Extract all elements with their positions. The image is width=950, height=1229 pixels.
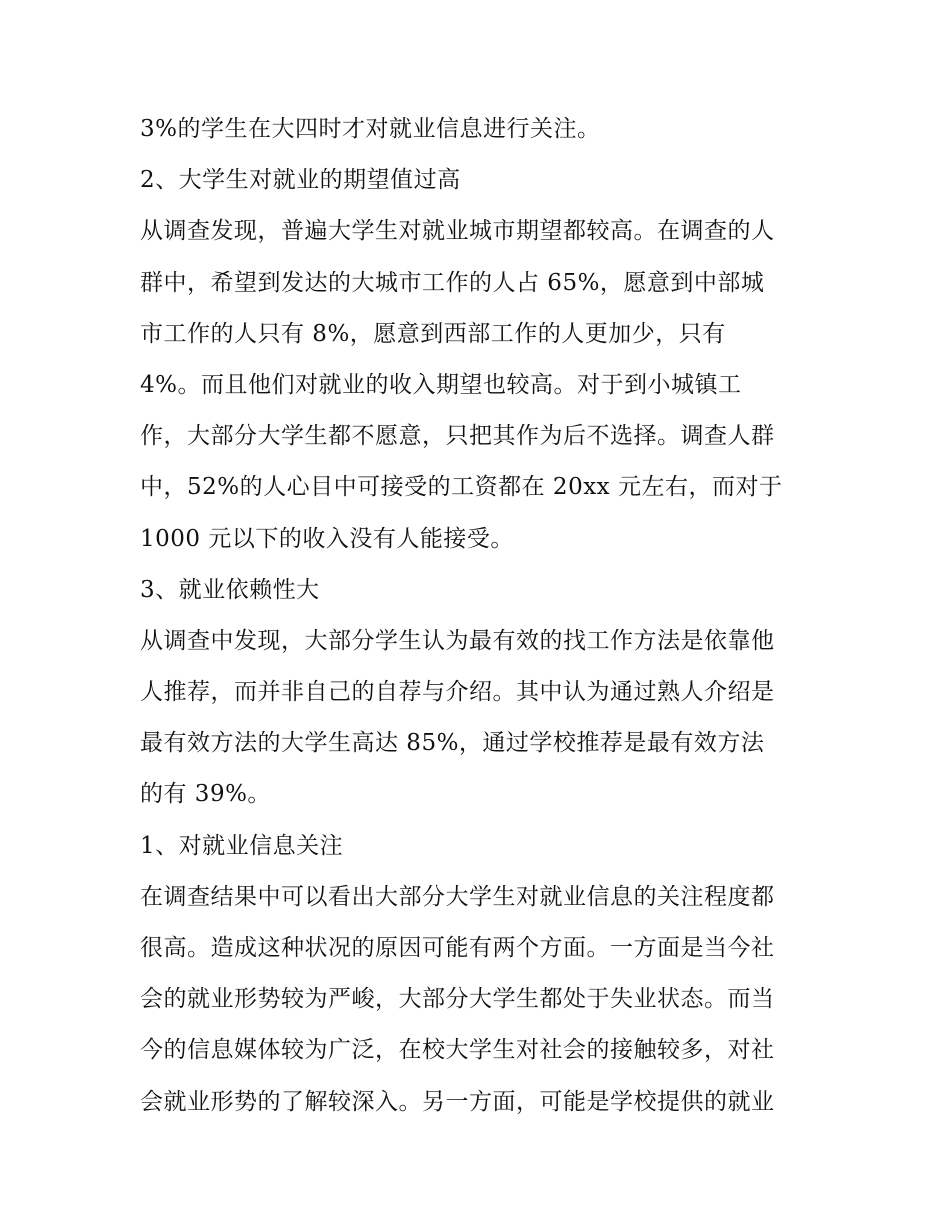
text-line: 最有效方法的大学生高达 85%，通过学校推荐是最有效方法: [140, 730, 765, 757]
text-line: 从调查中发现，大部分学生认为最有效的找工作方法是依靠他: [140, 627, 775, 654]
section-heading: 3、就业依赖性大: [140, 576, 320, 603]
text-line: 作，大部分大学生都不愿意，只把其作为后不选择。调查人群: [140, 423, 775, 450]
text-line: 群中，希望到发达的大城市工作的人占 65%，愿意到中部城: [140, 269, 765, 296]
text-line: 4%。而且他们对就业的收入期望也较高。对于到小城镇工: [140, 371, 742, 398]
text-line: 在调查结果中可以看出大部分大学生对就业信息的关注程度都: [140, 883, 775, 910]
text-line: 中，52%的人心目中可接受的工资都在 20xx 元左右，而对于: [140, 474, 783, 501]
text-line: 市工作的人只有 8%，愿意到西部工作的人更加少，只有: [140, 320, 726, 347]
body-text: [140, 108, 820, 1132]
text-line: 3%的学生在大四时才对就业信息进行关注。: [140, 116, 601, 142]
text-line: 会的就业形势较为严峻，大部分大学生都处于失业状态。而当: [140, 986, 775, 1013]
text-line: 的有 39%。: [140, 781, 271, 808]
text-line: 很高。造成这种状况的原因可能有两个方面。一方面是当今社: [140, 935, 775, 961]
section-heading: 1、对就业信息关注: [140, 832, 344, 859]
text-line: 今的信息媒体较为广泛，在校大学生对社会的接触较多，对社: [140, 1037, 775, 1064]
text-line: 人推荐，而并非自己的自荐与介绍。其中认为通过熟人介绍是: [140, 679, 775, 706]
section-heading: 2、大学生对就业的期望值过高: [140, 167, 461, 194]
text-line: 从调查发现，普遍大学生对就业城市期望都较高。在调查的人: [140, 218, 775, 245]
text-line: 1000 元以下的收入没有人能接受。: [140, 525, 514, 552]
text-line: 会就业形势的了解较深入。另一方面，可能是学校提供的就业: [140, 1088, 775, 1115]
